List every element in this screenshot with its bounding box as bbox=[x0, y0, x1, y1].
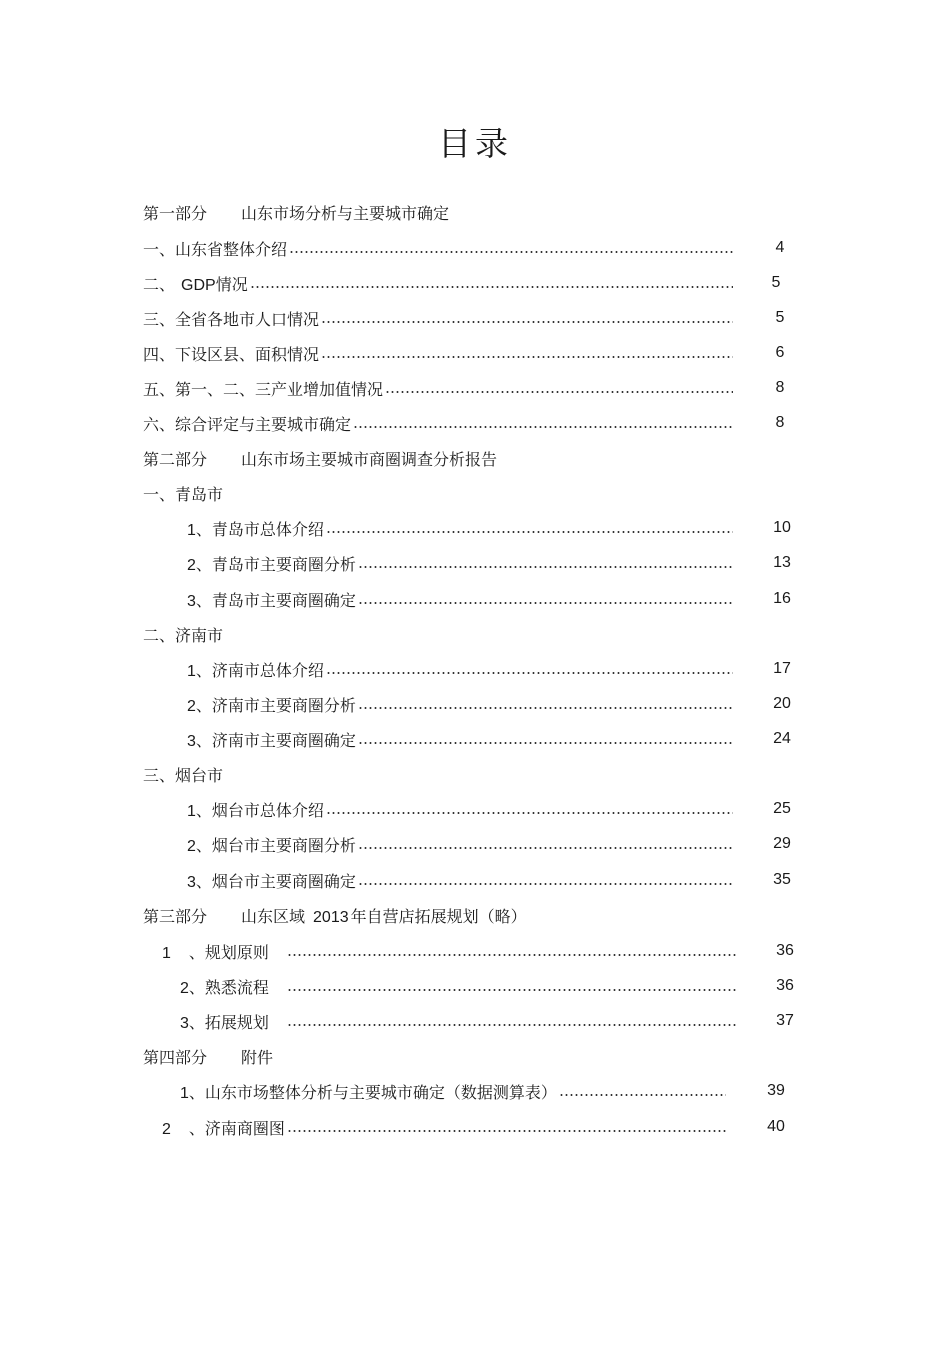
entry-label: 3、烟台市主要商圈确定 bbox=[187, 871, 356, 891]
entry-label: 2 、济南商圈图 bbox=[162, 1118, 285, 1138]
part-title: 山东市场主要城市商圈调查分析报告 bbox=[241, 449, 498, 469]
entry-label: 2、熟悉流程 bbox=[180, 977, 269, 997]
toc-entry[interactable] bbox=[143, 410, 737, 436]
entry-label: 2、青岛市主要商圈分析 bbox=[187, 554, 356, 574]
part-title: 山东市场分析与主要城市确定 bbox=[241, 203, 450, 223]
page-number: 5 bbox=[771, 274, 781, 291]
toc-section-heading[interactable]: 一、青岛市 bbox=[143, 484, 224, 504]
page-number: 13 bbox=[773, 554, 791, 571]
page-number: 35 bbox=[773, 871, 791, 888]
entry-label: 2、烟台市主要商圈分析 bbox=[187, 835, 356, 855]
toc-part-heading[interactable] bbox=[143, 1043, 273, 1069]
entry-label: 三、全省各地市人口情况 bbox=[143, 309, 320, 329]
page-number: 29 bbox=[773, 835, 791, 852]
entry-label: 1、济南市总体介绍 bbox=[187, 660, 324, 680]
toc-section-heading[interactable]: 二、济南市 bbox=[143, 625, 224, 645]
toc-entry[interactable] bbox=[187, 656, 737, 682]
page-title: 目录 bbox=[438, 124, 512, 163]
toc-entry[interactable] bbox=[187, 726, 737, 752]
entry-label: 3、青岛市主要商圈确定 bbox=[187, 590, 356, 610]
toc-part-heading[interactable] bbox=[143, 199, 449, 225]
page-number: 4 bbox=[775, 239, 785, 256]
part-title: 附件 bbox=[241, 1047, 274, 1067]
entry-label: 一、山东省整体介绍 bbox=[143, 239, 288, 259]
page-number: 17 bbox=[773, 660, 791, 677]
dot-leader bbox=[326, 515, 733, 541]
dot-leader bbox=[358, 831, 733, 857]
dot-leader bbox=[358, 867, 733, 893]
toc-entry[interactable] bbox=[187, 831, 737, 857]
toc-entry[interactable] bbox=[187, 550, 737, 576]
page-number: 10 bbox=[773, 519, 791, 536]
dot-leader bbox=[358, 691, 733, 717]
page-number: 36 bbox=[776, 977, 794, 994]
toc-entry[interactable] bbox=[187, 796, 737, 822]
page-number: 16 bbox=[773, 590, 791, 607]
part-label: 第二部分 bbox=[143, 449, 208, 469]
dot-leader bbox=[250, 270, 733, 296]
dot-leader bbox=[326, 656, 733, 682]
toc-entry[interactable] bbox=[187, 515, 737, 541]
page-number: 39 bbox=[767, 1082, 785, 1099]
dot-leader bbox=[326, 796, 733, 822]
dot-leader bbox=[353, 410, 733, 436]
entry-label: 1、烟台市总体介绍 bbox=[187, 800, 324, 820]
dot-leader bbox=[358, 726, 733, 752]
toc-entry[interactable] bbox=[143, 270, 737, 296]
part-label: 第四部分 bbox=[143, 1047, 208, 1067]
part-label: 第三部分 bbox=[143, 906, 208, 926]
toc-entry[interactable] bbox=[162, 1114, 730, 1140]
toc-entry[interactable] bbox=[143, 340, 737, 366]
dot-leader bbox=[287, 973, 738, 999]
dot-leader bbox=[287, 1008, 738, 1034]
toc-entry[interactable] bbox=[180, 1008, 742, 1034]
page-number: 25 bbox=[773, 800, 791, 817]
page-number: 37 bbox=[776, 1012, 794, 1029]
entry-label: 3、济南市主要商圈确定 bbox=[187, 730, 356, 750]
page-number: 6 bbox=[775, 344, 785, 361]
toc-entry[interactable] bbox=[187, 691, 737, 717]
entry-label: 1、青岛市总体介绍 bbox=[187, 519, 324, 539]
page-number: 24 bbox=[773, 730, 791, 747]
toc-entry[interactable] bbox=[180, 973, 742, 999]
dot-leader bbox=[287, 1114, 726, 1140]
entry-label: 五、第一、二、三产业增加值情况 bbox=[143, 379, 384, 399]
toc-entry[interactable] bbox=[143, 235, 737, 261]
part-label: 第一部分 bbox=[143, 203, 208, 223]
toc-entry[interactable] bbox=[143, 375, 737, 401]
toc-part-heading[interactable] bbox=[143, 902, 527, 928]
toc-entry[interactable] bbox=[180, 1078, 730, 1104]
toc-entry[interactable] bbox=[162, 938, 742, 964]
part-title: 山东区域 2013 年自营店拓展规划（略） bbox=[241, 906, 527, 926]
entry-label: 四、下设区县、面积情况 bbox=[143, 344, 320, 364]
toc-section-heading[interactable]: 三、烟台市 bbox=[143, 765, 224, 785]
page-number: 20 bbox=[773, 695, 791, 712]
page-number: 36 bbox=[776, 942, 794, 959]
dot-leader bbox=[321, 305, 733, 331]
toc-entry[interactable] bbox=[187, 867, 737, 893]
entry-label: 1 、规划原则 bbox=[162, 942, 269, 962]
dot-leader bbox=[358, 550, 733, 576]
toc-part-heading[interactable] bbox=[143, 445, 497, 471]
dot-leader bbox=[358, 586, 733, 612]
page-number: 40 bbox=[767, 1118, 785, 1135]
entry-label: 3、拓展规划 bbox=[180, 1012, 269, 1032]
dot-leader bbox=[385, 375, 733, 401]
toc-entry[interactable] bbox=[143, 305, 737, 331]
entry-label: 1、山东市场整体分析与主要城市确定（数据测算表） bbox=[180, 1082, 557, 1102]
toc-entry[interactable] bbox=[187, 586, 737, 612]
dot-leader bbox=[289, 235, 733, 261]
page-number: 8 bbox=[775, 379, 785, 396]
dot-leader bbox=[321, 340, 733, 366]
entry-label: 六、综合评定与主要城市确定 bbox=[143, 414, 352, 434]
dot-leader bbox=[287, 938, 738, 964]
entry-label: 二、 GDP情况 bbox=[143, 274, 248, 294]
entry-label: 2、济南市主要商圈分析 bbox=[187, 695, 356, 715]
page-number: 8 bbox=[775, 414, 785, 431]
dot-leader bbox=[559, 1078, 726, 1104]
page-number: 5 bbox=[775, 309, 785, 326]
